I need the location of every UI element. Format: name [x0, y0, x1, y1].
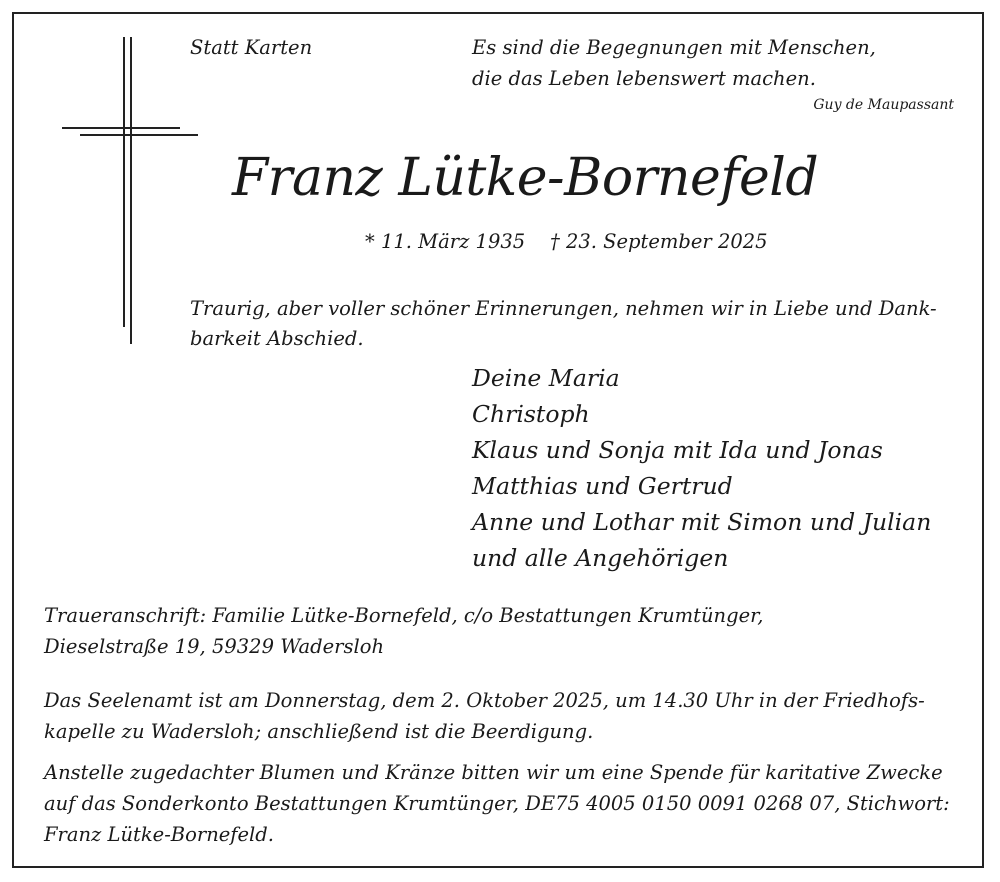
birth-date: * 11. März 1935: [365, 230, 526, 253]
quote-line-2: die das Leben lebenswert machen.: [472, 67, 816, 90]
family-member: Klaus und Sonja mit Ida und Jonas: [472, 436, 883, 464]
donation-line-1: Anstelle zugedachter Blumen und Kränze bitten wir um eine Spende für karitative Zwecke: [44, 761, 943, 784]
address-line-1: Traueranschrift: Familie Lütke-Bornefeld, c/o Bestattungen Krumtünger,: [44, 604, 764, 627]
quote-line-1: Es sind die Begegnungen mit Menschen,: [472, 36, 876, 59]
message-line-1: Traurig, aber voller schöner Erinnerungen, nehmen wir in Liebe und Dank-: [190, 297, 937, 320]
address-line-2: Dieselstraße 19, 59329 Wadersloh: [44, 635, 385, 658]
family-member: Matthias und Gertrud: [472, 472, 733, 500]
family-member: und alle Angehörigen: [472, 544, 729, 572]
message-line-2: barkeit Abschied.: [190, 327, 364, 350]
statt-karten-label: Statt Karten: [190, 36, 313, 59]
service-line-2: kapelle zu Wadersloh; anschließend ist die Beerdigung.: [44, 720, 594, 743]
death-date: † 23. September 2025: [550, 230, 768, 253]
service-line-1: Das Seelenamt ist am Donnerstag, dem 2. Oktober 2025, um 14.30 Uhr in der Friedhofs-: [44, 689, 925, 712]
family-member: Anne und Lothar mit Simon und Julian: [472, 508, 932, 536]
donation-line-2: auf das Sonderkonto Bestattungen Krumtünger, DE75 4005 0150 0091 0268 07, Stichwort:: [44, 792, 950, 815]
family-member: Deine Maria: [472, 364, 620, 392]
donation-line-3: Franz Lütke-Bornefeld.: [44, 823, 274, 846]
family-member: Christoph: [472, 400, 590, 428]
deceased-name: Franz Lütke-Bornefeld: [232, 148, 819, 208]
quote-author: Guy de Maupassant: [813, 97, 954, 113]
